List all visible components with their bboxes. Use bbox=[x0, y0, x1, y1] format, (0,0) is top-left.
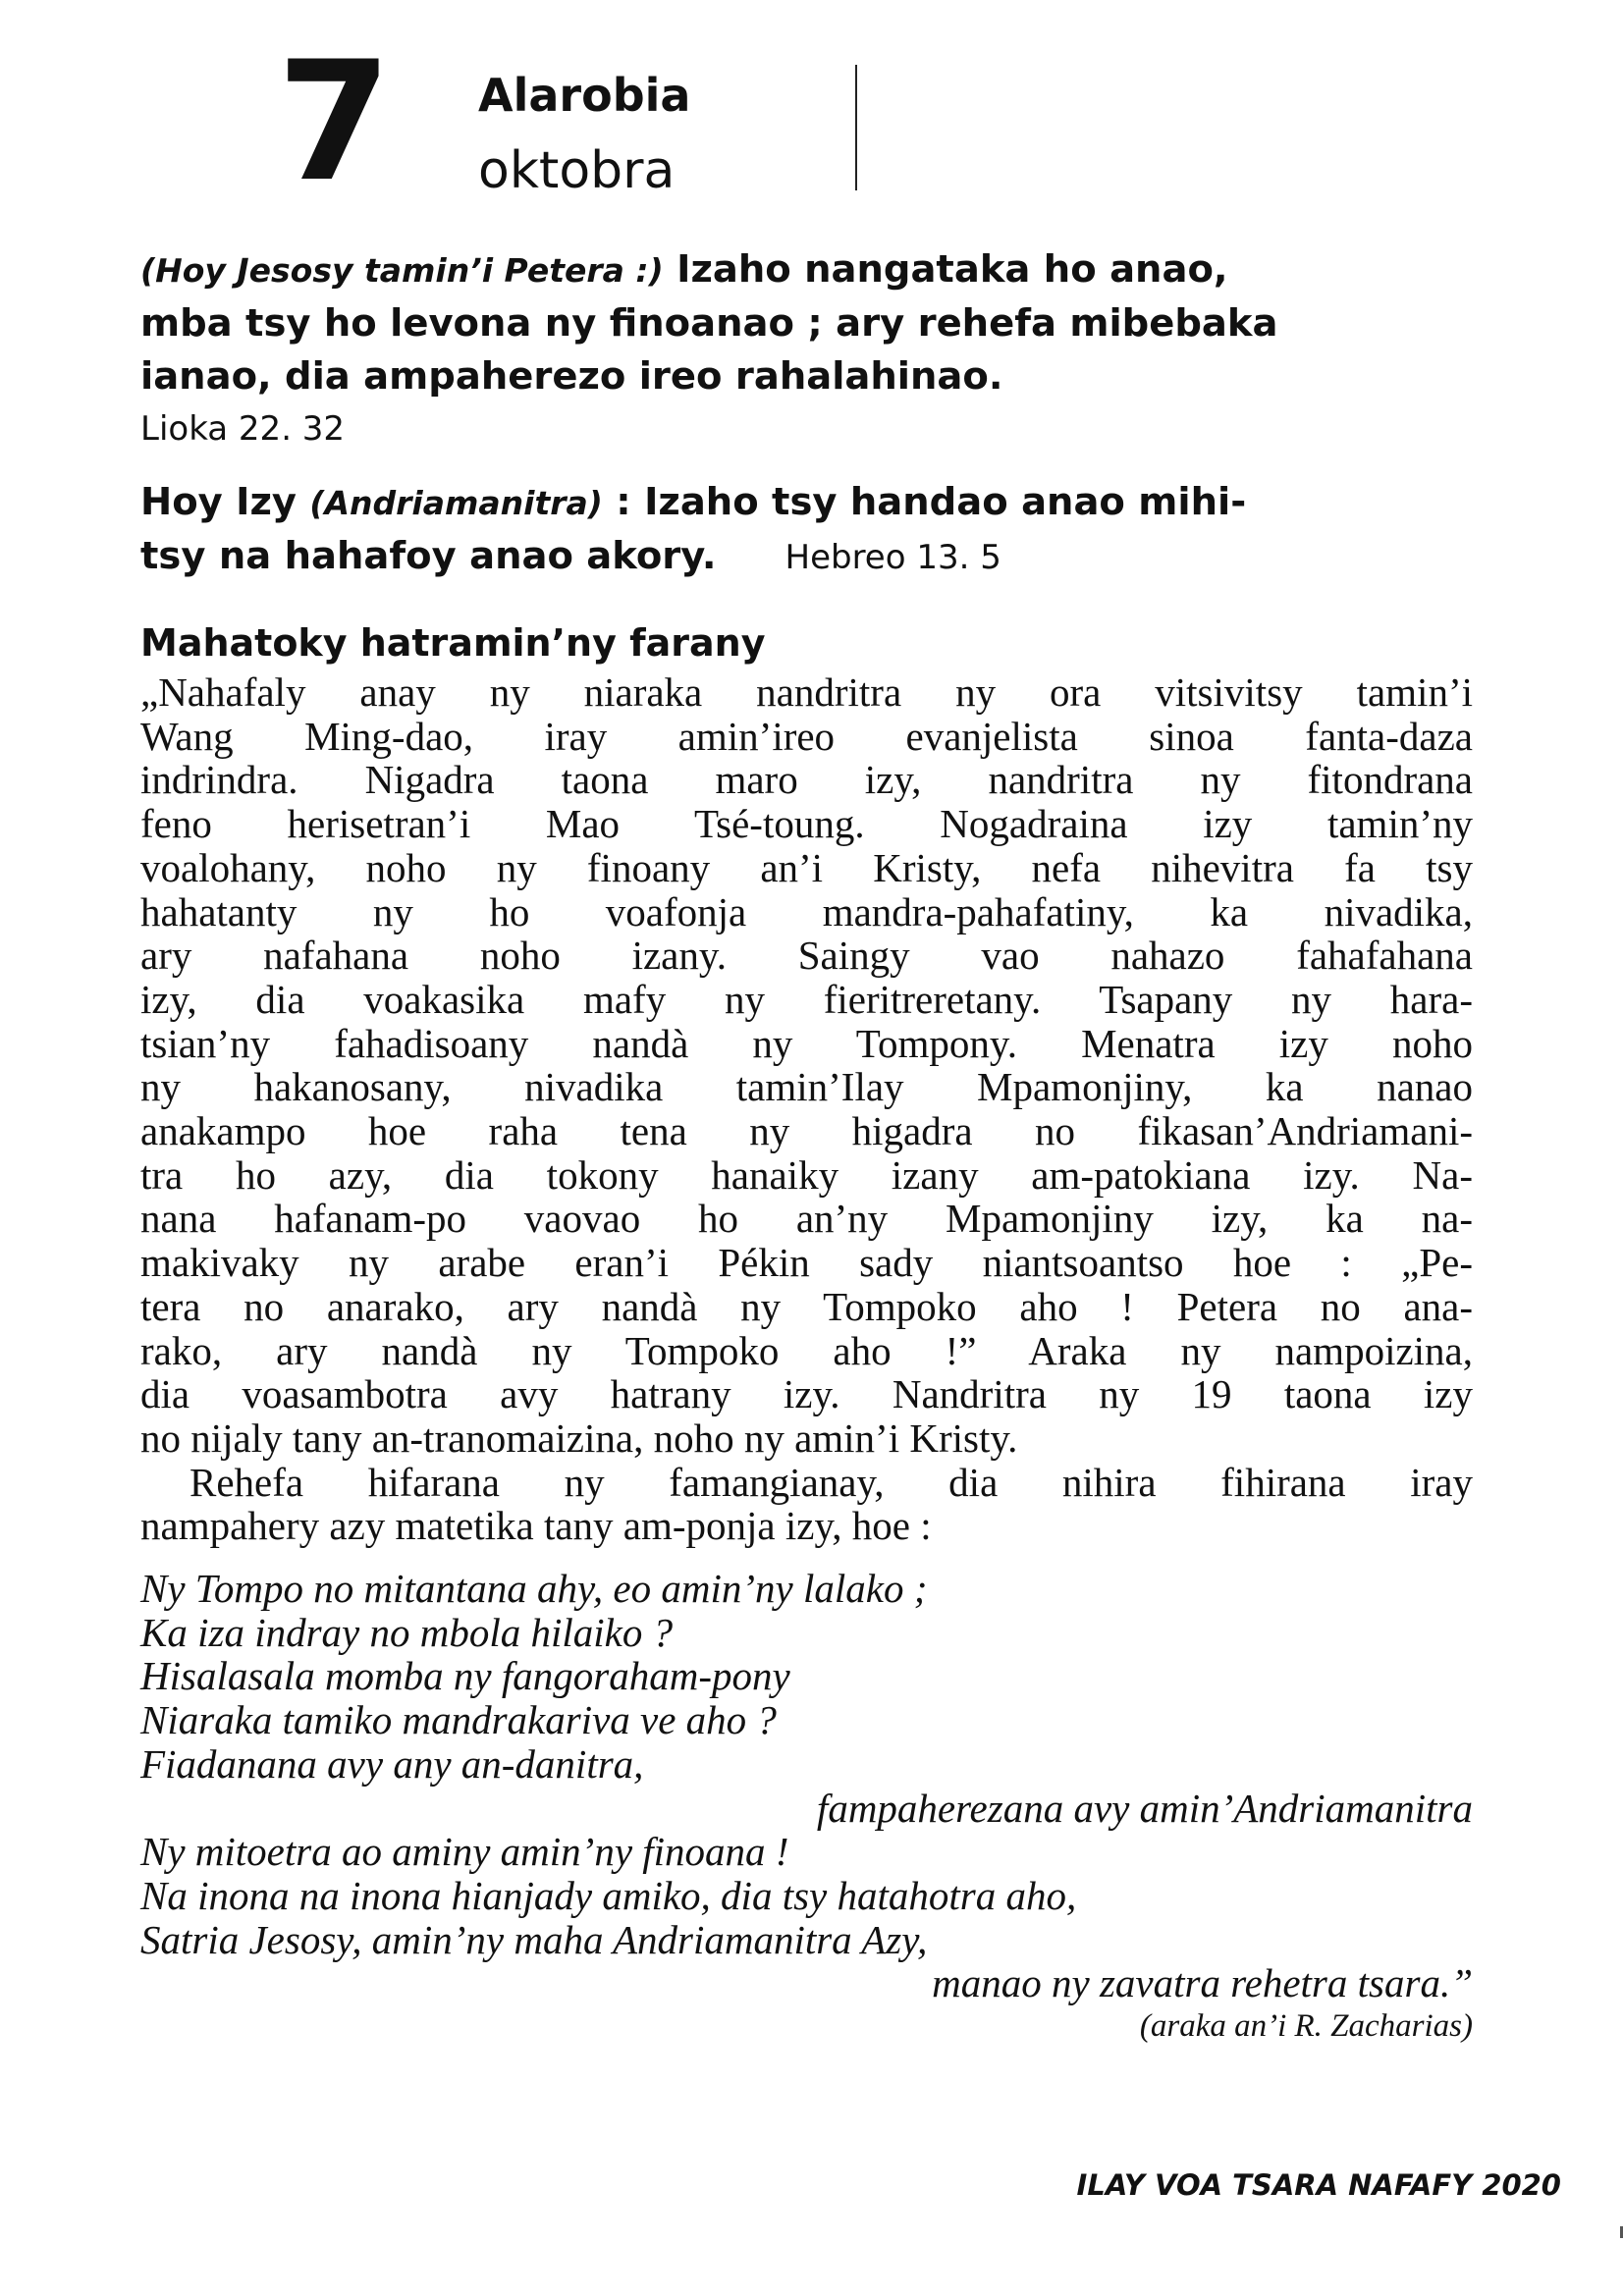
poem-line: Ny Tompo no mitantana ahy, eo amin’ny lalako ; bbox=[140, 1566, 928, 1611]
month: oktobra bbox=[478, 141, 676, 200]
verse-1-line bbox=[140, 243, 1473, 297]
verse-1 bbox=[140, 243, 1473, 403]
poem-line: Satria Jesosy, amin’ny maha Andriamanitra Azy, bbox=[140, 1916, 928, 1962]
verse-1-reference: Lioka 22. 32 bbox=[140, 409, 346, 449]
body-line: feno herisetran’i Mao Tsé-toung. Nogadraina izy tamin’ny bbox=[140, 801, 1473, 847]
body-line: nana hafanam-po vaovao ho an’ny Mpamonjiny izy, ka na- bbox=[140, 1196, 1473, 1242]
body-text bbox=[140, 670, 1473, 1548]
verse-1-text: Izaho nangataka ho anao, bbox=[676, 247, 1228, 292]
verse-2-line bbox=[140, 476, 1473, 530]
verse-1-line: ianao, dia ampaherezo ireo rahalahinao. bbox=[140, 354, 1003, 399]
verse-2 bbox=[140, 476, 1473, 584]
body-line: nampahery azy matetika tany am-ponja izy, hoe : bbox=[140, 1503, 932, 1549]
poem-line: Ny mitoetra ao aminy amin’ny finoana ! bbox=[140, 1829, 789, 1875]
poem-line: Ka iza indray no mbola hilaiko ? bbox=[140, 1609, 674, 1655]
poem-line: Niaraka tamiko mandrakariva ve aho ? bbox=[140, 1697, 777, 1743]
body-line: tera no anarako, ary nandà ny Tompoko aho ! Petera no ana- bbox=[140, 1283, 1473, 1329]
poem-line: manao ny zavatra rehetra tsara.” bbox=[932, 1960, 1473, 2006]
body-line: dia voasambotra avy hatrany izy. Nandritra ny 19 taona izy bbox=[140, 1371, 1473, 1417]
verse-2-text: tsy na hahafoy anao akory. bbox=[140, 534, 717, 578]
poem-line: fampaherezana avy amin’Andriamanitra bbox=[816, 1785, 1473, 1831]
body-line: anakampo hoe raha tena ny higadra no fikasan’Andriamani- bbox=[140, 1108, 1473, 1154]
body-line: no nijaly tany an-tranomaizina, noho ny amin’i Kristy. bbox=[140, 1415, 1018, 1461]
verse-1-intro: (Hoy Jesosy tamin’i Petera :) bbox=[140, 251, 664, 290]
poem-line: Fiadanana avy any an-danitra, bbox=[140, 1740, 644, 1787]
day-number: 7 bbox=[277, 26, 388, 218]
body-line: „Nahafaly anay ny niaraka nandritra ny ora vitsivitsy tamin’i bbox=[140, 669, 1473, 715]
body-line: izy, dia voakasika mafy ny fieritreretany. Tsapany ny hara- bbox=[140, 976, 1473, 1022]
body-line: ny hakanosany, nivadika tamin’Ilay Mpamonjiny, ka nanao bbox=[140, 1064, 1473, 1110]
verse-1-line: mba tsy ho levona ny finoanao ; ary rehefa mibebaka bbox=[140, 301, 1278, 346]
weekday: Alarobia bbox=[478, 69, 691, 122]
body-line: makivaky ny arabe eran’i Pékin sady niantsoantso hoe : „Pe- bbox=[140, 1240, 1473, 1286]
body-line: Rehefa hifarana ny famangianay, dia nihira fihirana iray bbox=[189, 1459, 1473, 1505]
body-line: tsian’ny fahadisoany nandà ny Tompony. Menatra izy noho bbox=[140, 1020, 1473, 1066]
poem-line: Na inona na inona hianjady amiko, dia tsy hatahotra aho, bbox=[140, 1872, 1077, 1918]
body-line: ary nafahana noho izany. Saingy vao nahazo fahafahana bbox=[140, 933, 1473, 979]
body-line: Wang Ming-dao, iray amin’ireo evanjelista sinoa fanta-daza bbox=[140, 713, 1473, 759]
attribution: (araka an’i R. Zacharias) bbox=[1139, 2008, 1473, 2044]
verse-2-reference: Hebreo 13. 5 bbox=[784, 538, 1001, 577]
section-title: Mahatoky hatramin’ny farany bbox=[140, 621, 766, 665]
verse-2-text: : Izaho tsy handao anao mihi- bbox=[616, 480, 1247, 524]
poem bbox=[140, 1567, 1473, 2005]
footer-title: ILAY VOA TSARA NAFAFY 2020 bbox=[1076, 2168, 1561, 2202]
verse-2-line bbox=[140, 530, 1473, 584]
verse-2-lead: Hoy Izy bbox=[140, 480, 298, 524]
body-line: rako, ary nandà ny Tompoko aho !” Araka ny nampoizina, bbox=[140, 1327, 1473, 1373]
header-divider bbox=[855, 65, 857, 190]
body-line: tra ho azy, dia tokony hanaiky izany am-patokiana izy. Na- bbox=[140, 1151, 1473, 1198]
poem-line: Hisalasala momba ny fangoraham-pony bbox=[140, 1653, 790, 1699]
verse-2-intro: (Andriamanitra) bbox=[309, 484, 603, 522]
body-line: indrindra. Nigadra taona maro izy, nandritra ny fitondrana bbox=[140, 757, 1473, 803]
body-line: hahatanty ny ho voafonja mandra-pahafatiny, ka nivadika, bbox=[140, 888, 1473, 934]
body-line: voalohany, noho ny finoany an’i Kristy, nefa nihevitra fa tsy bbox=[140, 844, 1473, 890]
